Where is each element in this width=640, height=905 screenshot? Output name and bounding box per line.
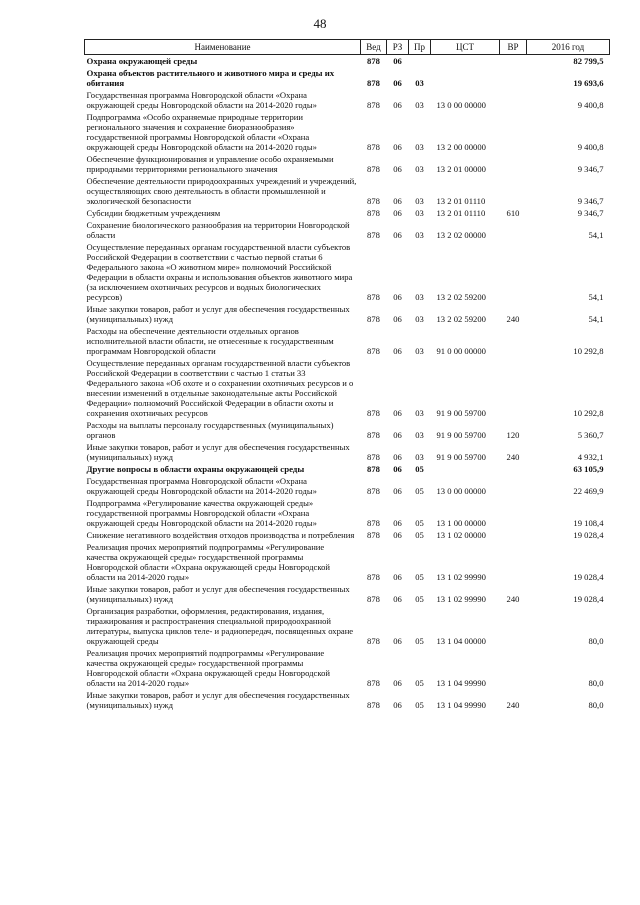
row-ved: 878 <box>367 700 380 710</box>
header-cst: ЦСТ <box>431 40 500 55</box>
row-cst: 91 9 00 59700 <box>436 408 486 418</box>
table-row <box>85 419 610 441</box>
row-vr <box>500 241 527 303</box>
row-vr <box>500 153 527 175</box>
row-vr: 610 <box>506 208 520 218</box>
table-row <box>85 111 610 153</box>
row-vr <box>500 219 527 241</box>
row-name: Охрана окружающей среды <box>86 56 198 66</box>
row-name: Иные закупки товаров, работ и услуг для обеспечения государственных (муниципальных) нужд <box>86 442 350 462</box>
row-sum: 10 292,8 <box>573 408 604 418</box>
row-sum: 9 346,7 <box>577 196 604 206</box>
table-row <box>85 463 610 475</box>
table-row <box>85 175 610 207</box>
row-ved: 878 <box>367 78 380 88</box>
row-name: Иные закупки товаров, работ и услуг для обеспечения государственных (муниципальных) нужд <box>86 690 350 710</box>
row-cst: 13 2 01 01110 <box>436 208 486 218</box>
header-pr: Пр <box>409 40 431 55</box>
row-ved: 878 <box>367 518 380 528</box>
row-name: Реализация прочих мероприятий подпрограммы «Регулирование качества окружающей среды» государственной программы Новгородской области «Охрана окружающей среды Новгородской области на 2014-2020 годы» <box>86 542 330 582</box>
row-ved: 878 <box>367 594 380 604</box>
table-row <box>85 475 610 497</box>
row-name: Сохранение биологического разнообразия на территории Новгородской области <box>86 220 350 240</box>
row-vr <box>500 541 527 583</box>
table-row <box>85 219 610 241</box>
row-rz: 06 <box>393 486 402 496</box>
row-ved: 878 <box>367 164 380 174</box>
table-row <box>85 67 610 89</box>
row-cst <box>431 67 500 89</box>
row-pr: 05 <box>415 530 424 540</box>
row-sum: 9 400,8 <box>577 142 604 152</box>
row-sum: 10 292,8 <box>573 346 604 356</box>
row-vr: 240 <box>506 314 520 324</box>
row-name: Государственная программа Новгородской области «Охрана окружающей среды Новгородской области на 2014-2020 годы» <box>86 90 317 110</box>
row-ved: 878 <box>367 636 380 646</box>
header-ved: Вед <box>361 40 387 55</box>
row-cst: 13 2 01 01110 <box>436 196 486 206</box>
row-rz: 06 <box>393 230 402 240</box>
row-rz: 06 <box>393 518 402 528</box>
row-ved: 878 <box>367 452 380 462</box>
row-pr: 03 <box>415 292 424 302</box>
row-rz: 06 <box>393 346 402 356</box>
row-pr: 05 <box>415 678 424 688</box>
row-name: Субсидии бюджетным учреждениям <box>86 208 221 218</box>
row-name: Подпрограмма «Особо охраняемые природные территории регионального значения и сохранение биоразнообразия» государственной программы Новгородской области «Охрана окружающей среды Новгородской области на 2014-2020 годы» <box>86 112 317 152</box>
row-pr <box>409 55 431 68</box>
row-ved: 878 <box>367 142 380 152</box>
row-name: Снижение негативного воздействия отходов производства и потребления <box>86 530 355 540</box>
row-cst: 13 1 02 99990 <box>436 572 486 582</box>
row-rz: 06 <box>393 700 402 710</box>
row-vr <box>500 463 527 475</box>
header-row <box>85 40 610 55</box>
row-ved: 878 <box>367 196 380 206</box>
row-sum: 9 400,8 <box>577 100 604 110</box>
row-pr: 05 <box>415 464 424 474</box>
row-pr: 03 <box>415 346 424 356</box>
row-ved: 878 <box>367 678 380 688</box>
header-name: Наименование <box>85 40 361 55</box>
row-rz: 06 <box>393 430 402 440</box>
row-cst: 13 1 02 00000 <box>436 530 486 540</box>
table-row <box>85 89 610 111</box>
table-row <box>85 541 610 583</box>
row-cst: 13 2 02 59200 <box>436 314 486 324</box>
row-name: Осуществление переданных органам государственной власти субъектов Российской Федерации в соответствии с частью 1 статьи 33 Федерального закона «Об охоте и о сохранении охотничьих ресурсов и о внесении изменений в отдельные законодательные акты Российской Федерации» полномочий Российской Федерации в области охоты и сохранения охотничьих ресурсов <box>86 358 354 418</box>
row-pr: 03 <box>415 314 424 324</box>
row-rz: 06 <box>393 636 402 646</box>
header-year: 2016 год <box>527 40 610 55</box>
row-rz: 06 <box>393 314 402 324</box>
table-row <box>85 497 610 529</box>
row-name: Иные закупки товаров, работ и услуг для обеспечения государственных (муниципальных) нужд <box>86 584 350 604</box>
row-sum: 5 360,7 <box>577 430 604 440</box>
row-ved: 878 <box>367 100 380 110</box>
row-sum: 9 346,7 <box>577 208 604 218</box>
row-name: Обеспечение функционирования и управление особо охраняемыми природными территориями регионального значения <box>86 154 334 174</box>
header-vr: ВР <box>500 40 527 55</box>
row-ved: 878 <box>367 572 380 582</box>
row-vr <box>500 529 527 541</box>
table-header <box>85 40 610 55</box>
row-ved: 878 <box>367 430 380 440</box>
row-name: Расходы на обеспечение деятельности отдельных органов исполнительной власти области, не отнесенные к государственным программам Новгородской области <box>86 326 334 356</box>
row-rz: 06 <box>393 164 402 174</box>
row-name: Иные закупки товаров, работ и услуг для обеспечения государственных (муниципальных) нужд <box>86 304 350 324</box>
row-sum: 82 799,5 <box>573 56 604 66</box>
row-pr: 03 <box>415 452 424 462</box>
row-rz: 06 <box>393 464 402 474</box>
row-sum: 80,0 <box>588 636 604 646</box>
row-name: Государственная программа Новгородской области «Охрана окружающей среды Новгородской области на 2014-2020 годы» <box>86 476 317 496</box>
row-vr <box>500 175 527 207</box>
table-row <box>85 357 610 419</box>
row-cst: 91 9 00 59700 <box>436 452 486 462</box>
row-name: Организация разработки, оформления, редактирования, издания, тиражирования и распространения специальной природоохранной литературы, выпуска циклов теле- и радиопередач, посвященных охране окружающей среды <box>86 606 354 646</box>
row-pr: 05 <box>415 486 424 496</box>
row-sum: 80,0 <box>588 678 604 688</box>
row-cst: 13 1 00 00000 <box>436 518 486 528</box>
row-pr: 05 <box>415 572 424 582</box>
row-ved: 878 <box>367 486 380 496</box>
row-vr: 240 <box>506 594 520 604</box>
row-vr <box>500 55 527 68</box>
row-rz: 06 <box>393 452 402 462</box>
row-vr <box>500 357 527 419</box>
row-cst: 91 0 00 00000 <box>436 346 486 356</box>
row-rz: 06 <box>393 678 402 688</box>
row-rz: 06 <box>393 208 402 218</box>
table-body <box>85 55 610 712</box>
row-pr: 03 <box>415 230 424 240</box>
row-ved: 878 <box>367 230 380 240</box>
row-vr <box>500 325 527 357</box>
row-sum: 54,1 <box>588 230 604 240</box>
row-cst: 13 0 00 00000 <box>436 100 486 110</box>
row-vr <box>500 67 527 89</box>
row-pr: 05 <box>415 518 424 528</box>
row-cst <box>431 463 500 475</box>
row-pr: 05 <box>415 700 424 710</box>
row-ved: 878 <box>367 56 380 66</box>
row-rz: 06 <box>393 56 402 66</box>
row-name: Осуществление переданных органам государственной власти субъектов Российской Федерации в соответствии с частью первой статьи 6 Федерального закона «О животном мире» полномочий Российской Федерации в области охраны и использования объектов животного мира (за исключением охотничьих ресурсов и водных биологических ресурсов) <box>86 242 353 302</box>
row-sum: 19 028,4 <box>573 530 604 540</box>
row-vr <box>500 497 527 529</box>
page-number: 48 <box>313 16 327 31</box>
row-rz: 06 <box>393 196 402 206</box>
row-vr: 240 <box>506 700 520 710</box>
row-vr <box>500 647 527 689</box>
row-pr: 05 <box>415 636 424 646</box>
row-name: Расходы на выплаты персоналу государственных (муниципальных) органов <box>86 420 334 440</box>
row-cst: 13 2 02 59200 <box>436 292 486 302</box>
row-sum: 63 105,9 <box>573 464 604 474</box>
row-sum: 54,1 <box>588 292 604 302</box>
row-vr <box>500 605 527 647</box>
row-sum: 9 346,7 <box>577 164 604 174</box>
row-rz: 06 <box>393 100 402 110</box>
row-cst: 13 2 00 00000 <box>436 142 486 152</box>
row-ved: 878 <box>367 408 380 418</box>
row-pr: 05 <box>415 594 424 604</box>
budget-table <box>84 39 610 711</box>
row-pr: 03 <box>415 100 424 110</box>
row-pr: 03 <box>415 142 424 152</box>
row-name: Подпрограмма «Регулирование качества окружающей среды» государственной программы Новгородской области «Охрана окружающей среды Новгородской области на 2014-2020 годы» <box>86 498 317 528</box>
table-row <box>85 207 610 219</box>
row-name: Другие вопросы в области охраны окружающей среды <box>86 464 305 474</box>
row-rz: 06 <box>393 408 402 418</box>
row-rz: 06 <box>393 292 402 302</box>
row-name: Обеспечение деятельности природоохранных учреждений и учреждений, осуществляющих свою деятельность в области промышленной и экологической безопасности <box>86 176 357 206</box>
table-row <box>85 605 610 647</box>
row-cst: 13 2 01 00000 <box>436 164 486 174</box>
table-row <box>85 583 610 605</box>
row-pr: 03 <box>415 208 424 218</box>
row-name: Охрана объектов растительного и животного мира и среды их обитания <box>86 68 335 88</box>
table-row <box>85 529 610 541</box>
row-rz: 06 <box>393 572 402 582</box>
row-cst: 13 1 02 99990 <box>436 594 486 604</box>
row-sum: 19 028,4 <box>573 594 604 604</box>
row-rz: 06 <box>393 530 402 540</box>
row-name: Реализация прочих мероприятий подпрограммы «Регулирование качества окружающей среды» государственной программы Новгородской области «Охрана окружающей среды Новгородской области на 2014-2020 годы» <box>86 648 330 688</box>
row-sum: 19 693,6 <box>573 78 604 88</box>
row-vr: 240 <box>506 452 520 462</box>
row-sum: 22 469,9 <box>573 486 604 496</box>
row-vr <box>500 475 527 497</box>
table-row <box>85 153 610 175</box>
row-vr: 120 <box>506 430 520 440</box>
row-ved: 878 <box>367 208 380 218</box>
row-pr: 03 <box>415 408 424 418</box>
table-row <box>85 303 610 325</box>
header-rz: РЗ <box>387 40 409 55</box>
row-pr: 03 <box>415 164 424 174</box>
row-cst: 13 1 04 99990 <box>436 700 486 710</box>
row-cst: 13 2 02 00000 <box>436 230 486 240</box>
row-sum: 19 028,4 <box>573 572 604 582</box>
row-cst: 13 1 04 99990 <box>436 678 486 688</box>
row-sum: 80,0 <box>588 700 604 710</box>
row-rz: 06 <box>393 78 402 88</box>
row-cst <box>431 55 500 68</box>
row-sum: 4 932,1 <box>577 452 604 462</box>
row-cst: 91 9 00 59700 <box>436 430 486 440</box>
row-sum: 19 108,4 <box>573 518 604 528</box>
row-pr: 03 <box>415 430 424 440</box>
row-vr <box>500 89 527 111</box>
row-cst: 13 0 00 00000 <box>436 486 486 496</box>
table-row <box>85 689 610 711</box>
table-row <box>85 55 610 68</box>
table-row <box>85 647 610 689</box>
row-ved: 878 <box>367 464 380 474</box>
row-cst: 13 1 04 00000 <box>436 636 486 646</box>
row-ved: 878 <box>367 346 380 356</box>
row-pr: 03 <box>415 196 424 206</box>
row-vr <box>500 111 527 153</box>
table-row <box>85 241 610 303</box>
row-pr: 03 <box>415 78 424 88</box>
row-sum: 54,1 <box>588 314 604 324</box>
row-ved: 878 <box>367 314 380 324</box>
row-ved: 878 <box>367 292 380 302</box>
row-rz: 06 <box>393 594 402 604</box>
row-rz: 06 <box>393 142 402 152</box>
row-ved: 878 <box>367 530 380 540</box>
table-row <box>85 441 610 463</box>
table-row <box>85 325 610 357</box>
